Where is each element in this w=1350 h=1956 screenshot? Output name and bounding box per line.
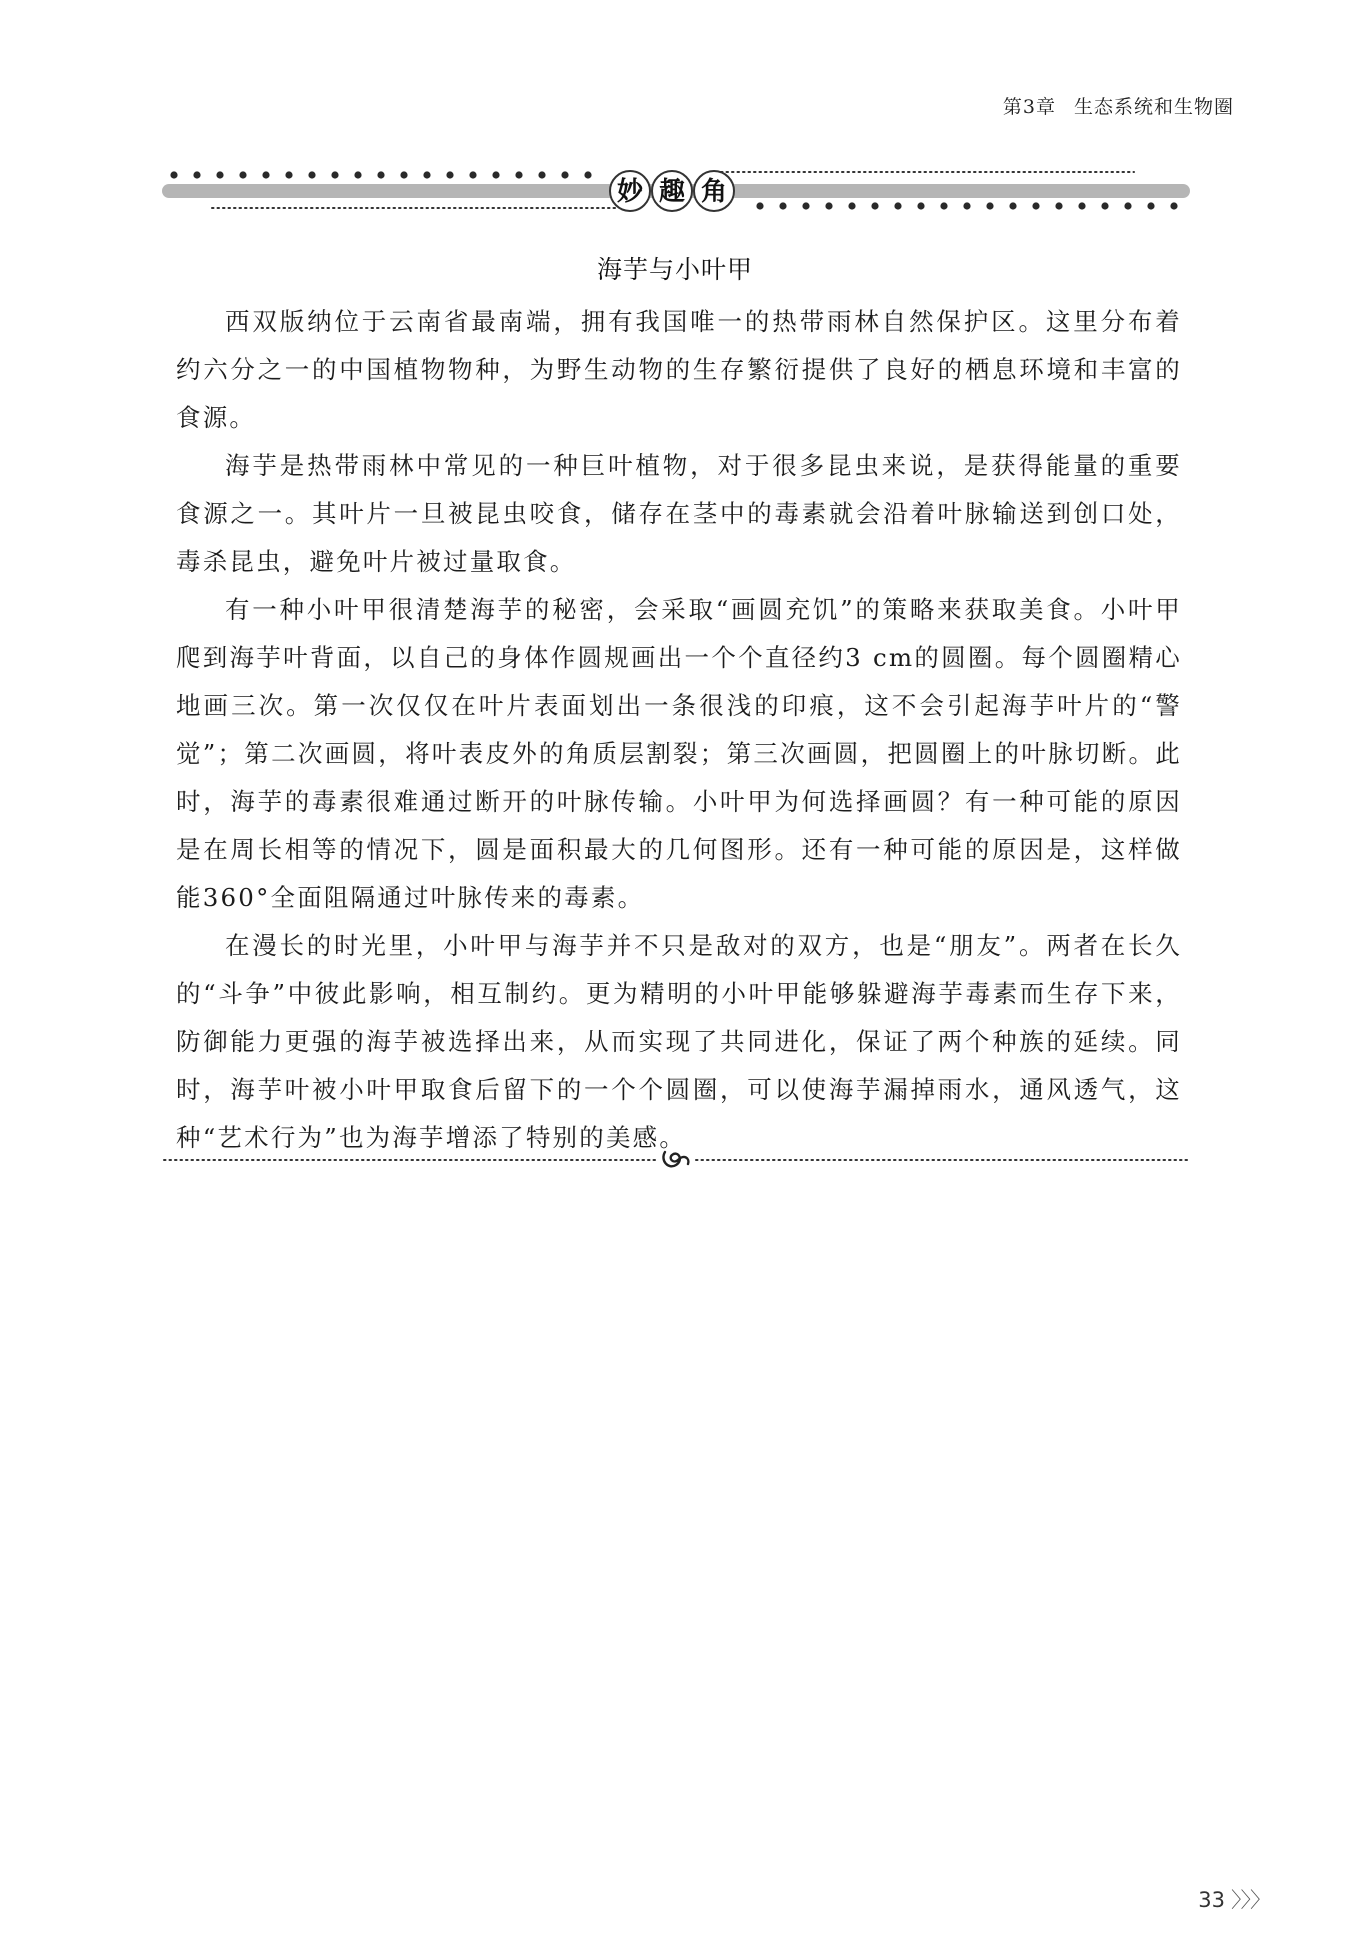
page-number [1198, 1884, 1270, 1914]
end-ornament [162, 1138, 1190, 1178]
paragraph: 在漫长的时光里，小叶甲与海芋并不只是敌对的双方，也是“朋友”。两者在长久的“斗争”中彼此影响，相互制约。更为精明的小叶甲能够躲避海芋毒素而生存下来，防御能力更强的海芋被选择出来，从而实现了共同进化，保证了两个种族的延续。同时，海芋叶被小叶甲取食后留下的一个个圆圈，可以使海芋漏掉雨水，通风透气，这种“艺术行为”也为海芋增添了特别的美感。 [176, 931, 1182, 1152]
banner-char-1: 妙 [616, 177, 644, 207]
banner-badge [610, 171, 734, 211]
page-arrows-icon: 〉〉〉 [1231, 1888, 1270, 1912]
banner-dots-right [756, 202, 1177, 209]
article-body [176, 298, 1182, 1162]
section-banner [162, 160, 1190, 220]
banner-graphic [162, 160, 1190, 220]
banner-dots-left [170, 171, 591, 178]
chapter-title: 生态系统和生物圈 [1073, 96, 1234, 118]
article-title: 海芋与小叶甲 [596, 255, 753, 284]
running-header [1003, 92, 1234, 119]
chapter-number: 第3章 [1002, 96, 1056, 118]
paragraph: 西双版纳位于云南省最南端，拥有我国唯一的热带雨林自然保护区。这里分布着约六分之一的中国植物物种，为野生动物的生存繁衍提供了良好的栖息环境和丰富的食源。 [176, 307, 1182, 432]
banner-char-2: 趣 [658, 177, 686, 207]
banner-char-3: 角 [700, 177, 728, 207]
paragraph: 海芋是热带雨林中常见的一种巨叶植物，对于很多昆虫来说，是获得能量的重要食源之一。其叶片一旦被昆虫咬食，储存在茎中的毒素就会沿着叶脉输送到创口处，毒杀昆虫，避免叶片被过量取食。 [176, 451, 1182, 576]
page-number-value: 33 [1198, 1888, 1225, 1912]
section-end-rule [162, 1138, 1190, 1178]
paragraph: 有一种小叶甲很清楚海芋的秘密，会采取“画圆充饥”的策略来获取美食。小叶甲爬到海芋叶背面，以自己的身体作圆规画出一个个直径约3 cm的圆圈。每个圆圈精心地画三次。第一次仅仅在叶片表面划出一条很浅的印痕，这不会引起海芋叶片的“警觉”；第二次画圆，将叶表皮外的角质层割裂；第三次画圆，把圆圈上的叶脉切断。此时，海芋的毒素很难通过断开的叶脉传输。小叶甲为何选择画圆？有一种可能的原因是在周长相等的情况下，圆是面积最大的几何图形。还有一种可能的原因是，这样做能360°全面阻隔通过叶脉传来的毒素。 [176, 595, 1182, 912]
